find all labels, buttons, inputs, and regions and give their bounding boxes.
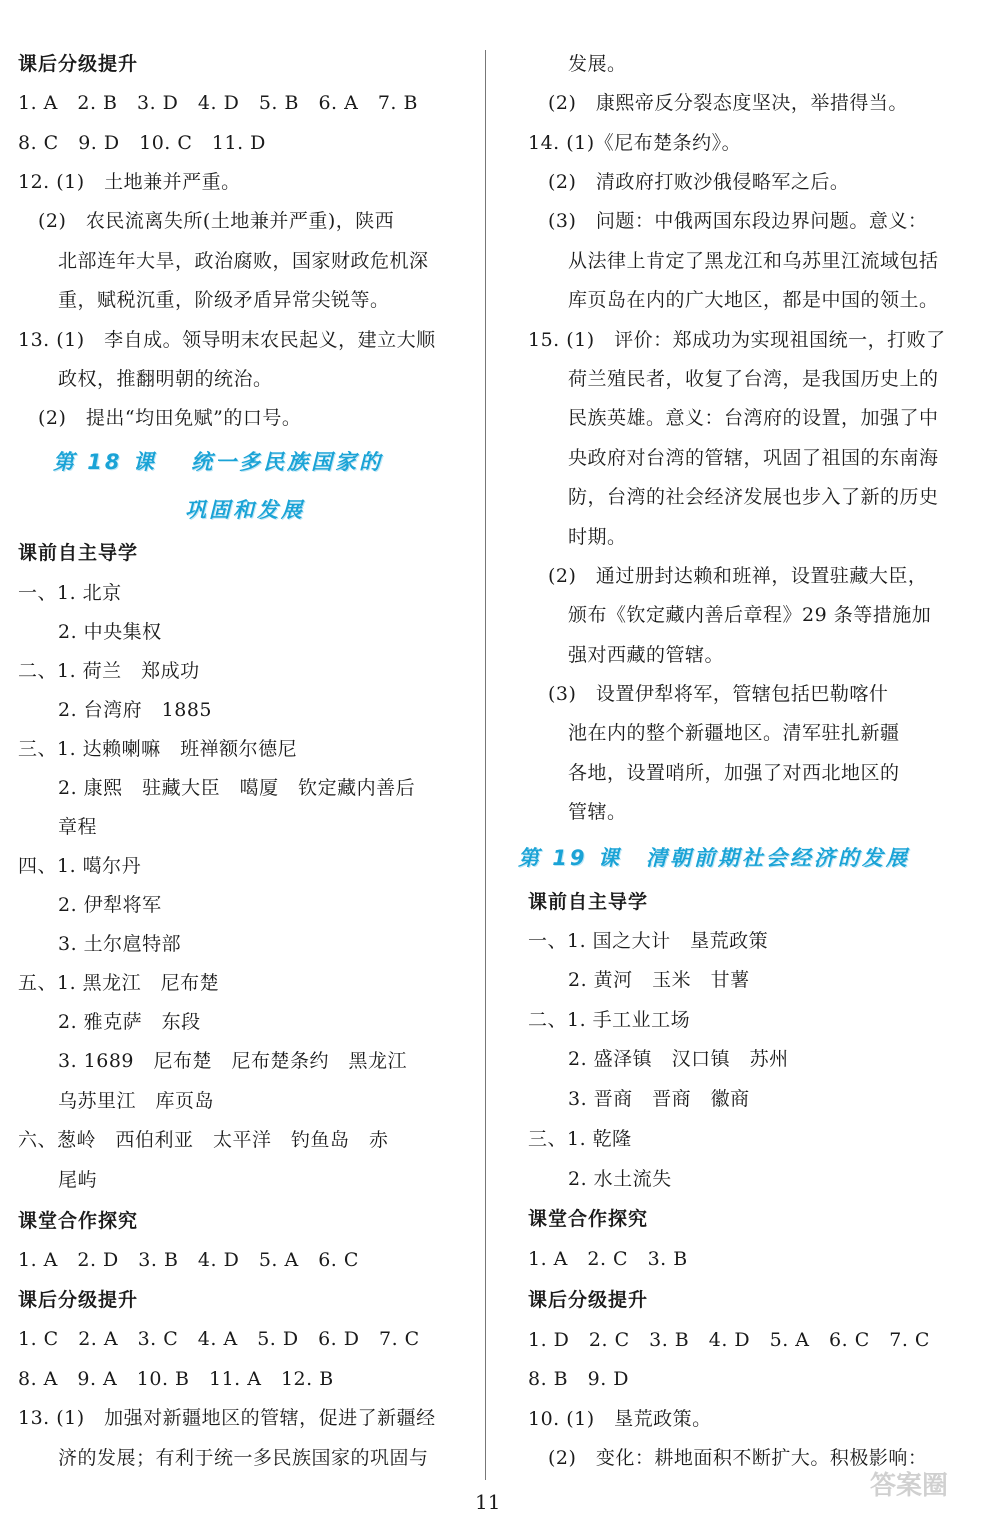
answer-line: 二、1. 荷兰 郑成功 <box>18 660 200 682</box>
section-heading: 课前自主导学 <box>18 542 139 564</box>
answer-line: 2. 伊犁将军 <box>58 894 162 916</box>
answer-line: 北部连年大旱，政治腐败，国家财政危机深 <box>58 250 429 272</box>
answer-line: 一、1. 北京 <box>18 582 122 604</box>
answer-line: 政权，推翻明朝的统治。 <box>58 368 273 390</box>
answer-line: 8. C 9. D 10. C 11. D <box>18 132 266 154</box>
answer-line: 14. (1)《尼布楚条约》。 <box>528 132 742 154</box>
answer-line: 8. A 9. A 10. B 11. A 12. B <box>18 1368 334 1390</box>
answer-line: 库页岛在内的广大地区，都是中国的领土。 <box>568 289 939 311</box>
answer-line: 3. 土尔扈特部 <box>58 933 182 955</box>
lesson-title: 第 19 课 清朝前期社会经济的发展 <box>518 846 910 870</box>
answer-line: 三、1. 达赖喇嘛 班禅额尔德尼 <box>18 738 298 760</box>
answer-line: 济的发展；有利于统一多民族国家的巩固与 <box>58 1447 429 1469</box>
answer-line: 2. 台湾府 1885 <box>58 699 213 721</box>
answer-line: 一、1. 国之大计 垦荒政策 <box>528 930 769 952</box>
answer-line: 央政府对台湾的管辖，巩固了祖国的东南海 <box>568 447 939 469</box>
answer-line: 荷兰殖民者，收复了台湾，是我国历史上的 <box>568 368 939 390</box>
answer-line: 五、1. 黑龙江 尼布楚 <box>18 972 220 994</box>
answer-line: 民族英雄。意义：台湾府的设置，加强了中 <box>568 407 939 429</box>
answer-line: (3) 设置伊犁将军，管辖包括巴勒喀什 <box>548 683 889 705</box>
answer-line: 管辖。 <box>568 801 627 823</box>
answer-line: 1. A 2. C 3. B <box>528 1248 688 1270</box>
watermark-logo: 答案圈 <box>870 1471 949 1501</box>
answer-line: 重，赋税沉重，阶级矛盾异常尖锐等。 <box>58 289 390 311</box>
answer-line: 二、1. 手工业工场 <box>528 1009 691 1031</box>
answer-line: 四、1. 噶尔丹 <box>18 855 142 877</box>
section-heading: 课前自主导学 <box>528 891 649 913</box>
answer-line: 2. 中央集权 <box>58 621 162 643</box>
section-heading: 课堂合作探究 <box>528 1208 649 1230</box>
answer-line: (2) 通过册封达赖和班禅，设置驻藏大臣， <box>548 565 928 587</box>
answer-line: 3. 1689 尼布楚 尼布楚条约 黑龙江 <box>58 1050 408 1072</box>
answer-line: 各地，设置哨所，加强了对西北地区的 <box>568 762 900 784</box>
answer-line: (2) 清政府打败沙俄侵略军之后。 <box>548 171 850 193</box>
column-divider <box>485 50 486 1480</box>
lesson-title: 巩固和发展 <box>185 498 305 522</box>
answer-line: (2) 康熙帝反分裂态度坚决，举措得当。 <box>548 92 908 114</box>
answer-line: (2) 变化：耕地面积不断扩大。积极影响： <box>548 1447 928 1469</box>
answer-line: 3. 晋商 晋商 徽商 <box>568 1088 750 1110</box>
answer-line: (2) 农民流离失所(土地兼并严重)，陕西 <box>38 210 395 232</box>
answer-line: 三、1. 乾隆 <box>528 1128 632 1150</box>
answer-line: 8. B 9. D <box>528 1368 630 1390</box>
answer-line: 1. A 2. D 3. B 4. D 5. A 6. C <box>18 1249 359 1271</box>
answer-line: 10. (1) 垦荒政策。 <box>528 1408 712 1430</box>
answer-line: 乌苏里江 库页岛 <box>58 1090 215 1112</box>
answer-line: 13. (1) 加强对新疆地区的管辖，促进了新疆经 <box>18 1407 436 1429</box>
answer-line: 防，台湾的社会经济发展也步入了新的历史 <box>568 486 939 508</box>
section-heading: 课堂合作探究 <box>18 1210 139 1232</box>
answer-line: (2) 提出“均田免赋”的口号。 <box>38 407 302 429</box>
answer-line: 12. (1) 土地兼并严重。 <box>18 171 241 193</box>
section-heading: 课后分级提升 <box>18 1289 139 1311</box>
answer-line: 六、葱岭 西伯利亚 太平洋 钓鱼岛 赤 <box>18 1129 389 1151</box>
section-heading: 课后分级提升 <box>528 1289 649 1311</box>
answer-line: (3) 问题：中俄两国东段边界问题。意义： <box>548 210 928 232</box>
answer-line: 发展。 <box>568 53 627 75</box>
answer-line: 2. 水土流失 <box>568 1168 672 1190</box>
answer-line: 2. 黄河 玉米 甘薯 <box>568 969 750 991</box>
answer-line: 1. A 2. B 3. D 4. D 5. B 6. A 7. B <box>18 92 418 114</box>
answer-line: 2. 康熙 驻藏大臣 噶厦 钦定藏内善后 <box>58 777 416 799</box>
answer-line: 池在内的整个新疆地区。清军驻扎新疆 <box>568 722 900 744</box>
answer-line: 时期。 <box>568 526 627 548</box>
answer-line: 从法律上肯定了黑龙江和乌苏里江流域包括 <box>568 250 939 272</box>
answer-line: 15. (1) 评价：郑成功为实现祖国统一，打败了 <box>528 329 946 351</box>
page-number: 11 <box>475 1490 501 1514</box>
answer-line: 1. D 2. C 3. B 4. D 5. A 6. C 7. C <box>528 1329 930 1351</box>
answer-line: 颁布《钦定藏内善后章程》29 条等措施加 <box>568 604 932 626</box>
answer-line: 2. 盛泽镇 汉口镇 苏州 <box>568 1048 789 1070</box>
answer-line: 强对西藏的管辖。 <box>568 644 725 666</box>
answer-line: 2. 雅克萨 东段 <box>58 1011 201 1033</box>
answer-line: 尾屿 <box>58 1169 98 1191</box>
answer-line: 章程 <box>58 816 98 838</box>
answer-line: 13. (1) 李自成。领导明末农民起义，建立大顺 <box>18 329 436 351</box>
lesson-title: 第 18 课 统一多民族国家的 <box>53 450 384 474</box>
section-heading: 课后分级提升 <box>18 53 139 75</box>
answer-line: 1. C 2. A 3. C 4. A 5. D 6. D 7. C <box>18 1328 420 1350</box>
